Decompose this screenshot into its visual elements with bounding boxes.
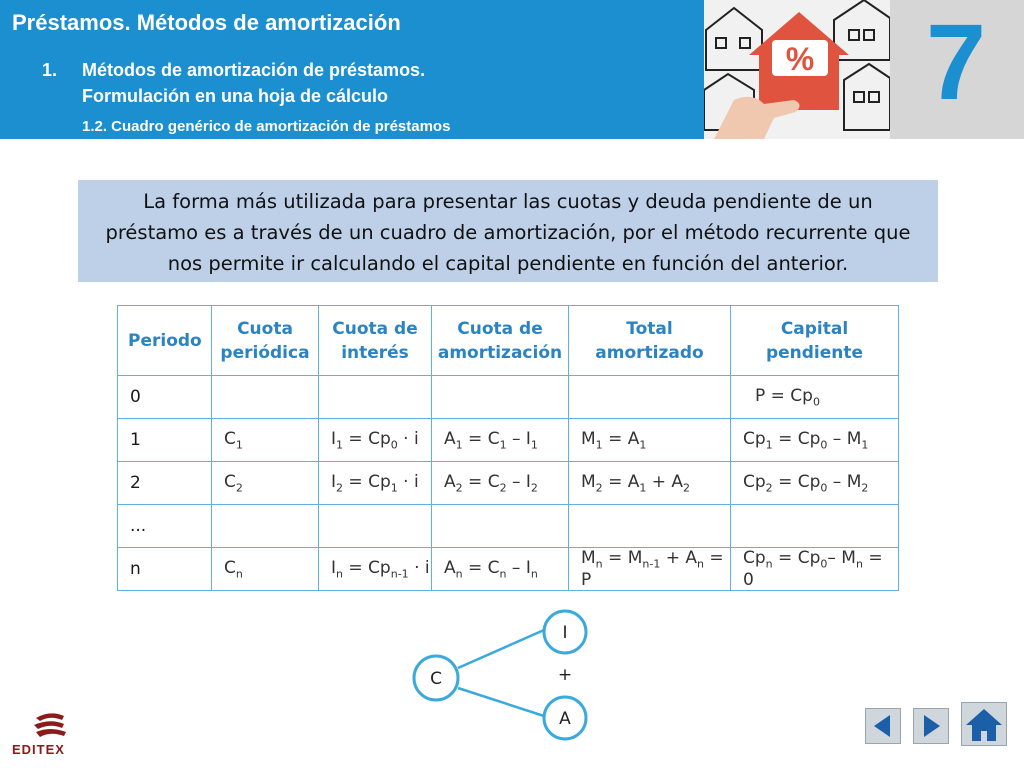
section-number: 1. xyxy=(42,60,58,80)
header-cell-line: Cuota xyxy=(237,318,293,339)
header-banner xyxy=(0,0,704,139)
period-cell: ... xyxy=(118,505,212,548)
table-row xyxy=(118,548,899,591)
formula-cell: $P = Cp_0$ xyxy=(731,376,899,419)
table-row xyxy=(118,419,899,462)
header-cell-0 xyxy=(118,306,212,376)
formula-cell: $Cp_1 = Cp_0 - M_1$ xyxy=(731,419,899,462)
header-cell-5 xyxy=(731,306,899,376)
formula-cell xyxy=(731,505,899,548)
formula-cell xyxy=(212,376,319,419)
formula-cell xyxy=(319,376,432,419)
formula-cell: $M_n = M_{n-1} + A_n = P$ xyxy=(569,548,731,591)
section-title-line2: Formulación en una hoja de cálculo xyxy=(82,86,389,106)
section-title-line1: Métodos de amortización de préstamos. xyxy=(82,60,426,80)
diagram-label-c: C xyxy=(430,669,442,689)
formula-cell xyxy=(569,376,731,419)
cuota-diagram xyxy=(410,608,600,748)
formula-cell xyxy=(432,376,569,419)
triangle-left-icon xyxy=(866,709,900,743)
header-cell-line: interés xyxy=(341,342,409,363)
header-cell-line: amortizado xyxy=(595,342,704,363)
intro-box xyxy=(78,180,938,282)
diagram-label-a: A xyxy=(559,709,571,729)
formula-cell xyxy=(569,505,731,548)
formula-cell: $C_n$ xyxy=(212,548,319,591)
formula-cell: $M_1 = A_1$ xyxy=(569,419,731,462)
header-cell-line: Periodo xyxy=(128,330,202,351)
prev-slide-button[interactable] xyxy=(865,708,901,744)
table-row xyxy=(118,376,899,419)
home-button[interactable] xyxy=(961,702,1007,746)
intro-text: La forma más utilizada para presentar las cuotas y deuda pendiente de un préstamo es a través de un cuadro de amortización, por el método recurrente que nos permite ir calculando el capital pendiente en función del anterior. xyxy=(105,190,911,275)
period-cell: 2 xyxy=(118,462,212,505)
header-photo xyxy=(704,0,890,139)
header-cell-1 xyxy=(212,306,319,376)
table-header-row xyxy=(118,306,899,376)
formula-cell: $A_2 = C_2 - I_2$ xyxy=(432,462,569,505)
period-cell: 1 xyxy=(118,419,212,462)
subsection-title: 1.2. Cuadro genérico de amortización de préstamos xyxy=(82,118,451,135)
chapter-number: 7 xyxy=(926,1,987,122)
table-row xyxy=(118,505,899,548)
diagram-line-bottom xyxy=(458,688,544,716)
diagram-plus: + xyxy=(557,665,573,685)
editex-logo-text: EDITEX xyxy=(12,742,65,757)
formula-cell: $C_1$ xyxy=(212,419,319,462)
header-cell-line: Cuota de xyxy=(332,318,418,339)
header-cell-line: Total xyxy=(626,318,673,339)
formula-cell: $A_n = C_n - I_n$ xyxy=(432,548,569,591)
diagram-line-top xyxy=(458,630,544,668)
page-title: Préstamos. Métodos de amortización xyxy=(12,10,401,35)
formula-cell: $Cp_2 = Cp_0 - M_2$ xyxy=(731,462,899,505)
amortization-table xyxy=(117,305,899,591)
formula-cell: $Cp_n = Cp_0-$ $M_n = 0$ xyxy=(731,548,899,591)
formula-cell: $M_2 = A_1 + A_2$ xyxy=(569,462,731,505)
formula-cell: $I_2 = Cp_1 \cdot i$ xyxy=(319,462,432,505)
diagram-label-i: I xyxy=(562,623,568,643)
chapter-badge xyxy=(890,0,1024,139)
header-cell-4 xyxy=(569,306,731,376)
next-slide-button[interactable] xyxy=(913,708,949,744)
header-cell-line: pendiente xyxy=(765,342,864,363)
formula-cell xyxy=(212,505,319,548)
triangle-right-icon xyxy=(914,709,948,743)
header-cell-2 xyxy=(319,306,432,376)
period-cell: n xyxy=(118,548,212,591)
header-cell-line: amortización xyxy=(437,342,563,363)
table-body xyxy=(118,376,899,591)
header-cell-line: Cuota de xyxy=(457,318,543,339)
period-cell: 0 xyxy=(118,376,212,419)
house-percent-illustration xyxy=(704,0,890,139)
formula-cell: $I_n = Cp_{n-1} \cdot i$ xyxy=(319,548,432,591)
formula-cell: $C_2$ xyxy=(212,462,319,505)
formula-cell xyxy=(319,505,432,548)
house-icon xyxy=(962,703,1006,745)
percent-label: % xyxy=(785,41,815,77)
formula-cell: $A_1 = C_1 - I_1$ xyxy=(432,419,569,462)
header-cell-line: periódica xyxy=(220,342,310,363)
formula-cell: $I_1 = Cp_0 \cdot i$ xyxy=(319,419,432,462)
editex-logo-icon xyxy=(30,710,70,740)
table-row xyxy=(118,462,899,505)
header-cell-3 xyxy=(432,306,569,376)
header-cell-line: Capital xyxy=(780,318,849,339)
formula-cell xyxy=(432,505,569,548)
editex-logo xyxy=(8,708,88,760)
